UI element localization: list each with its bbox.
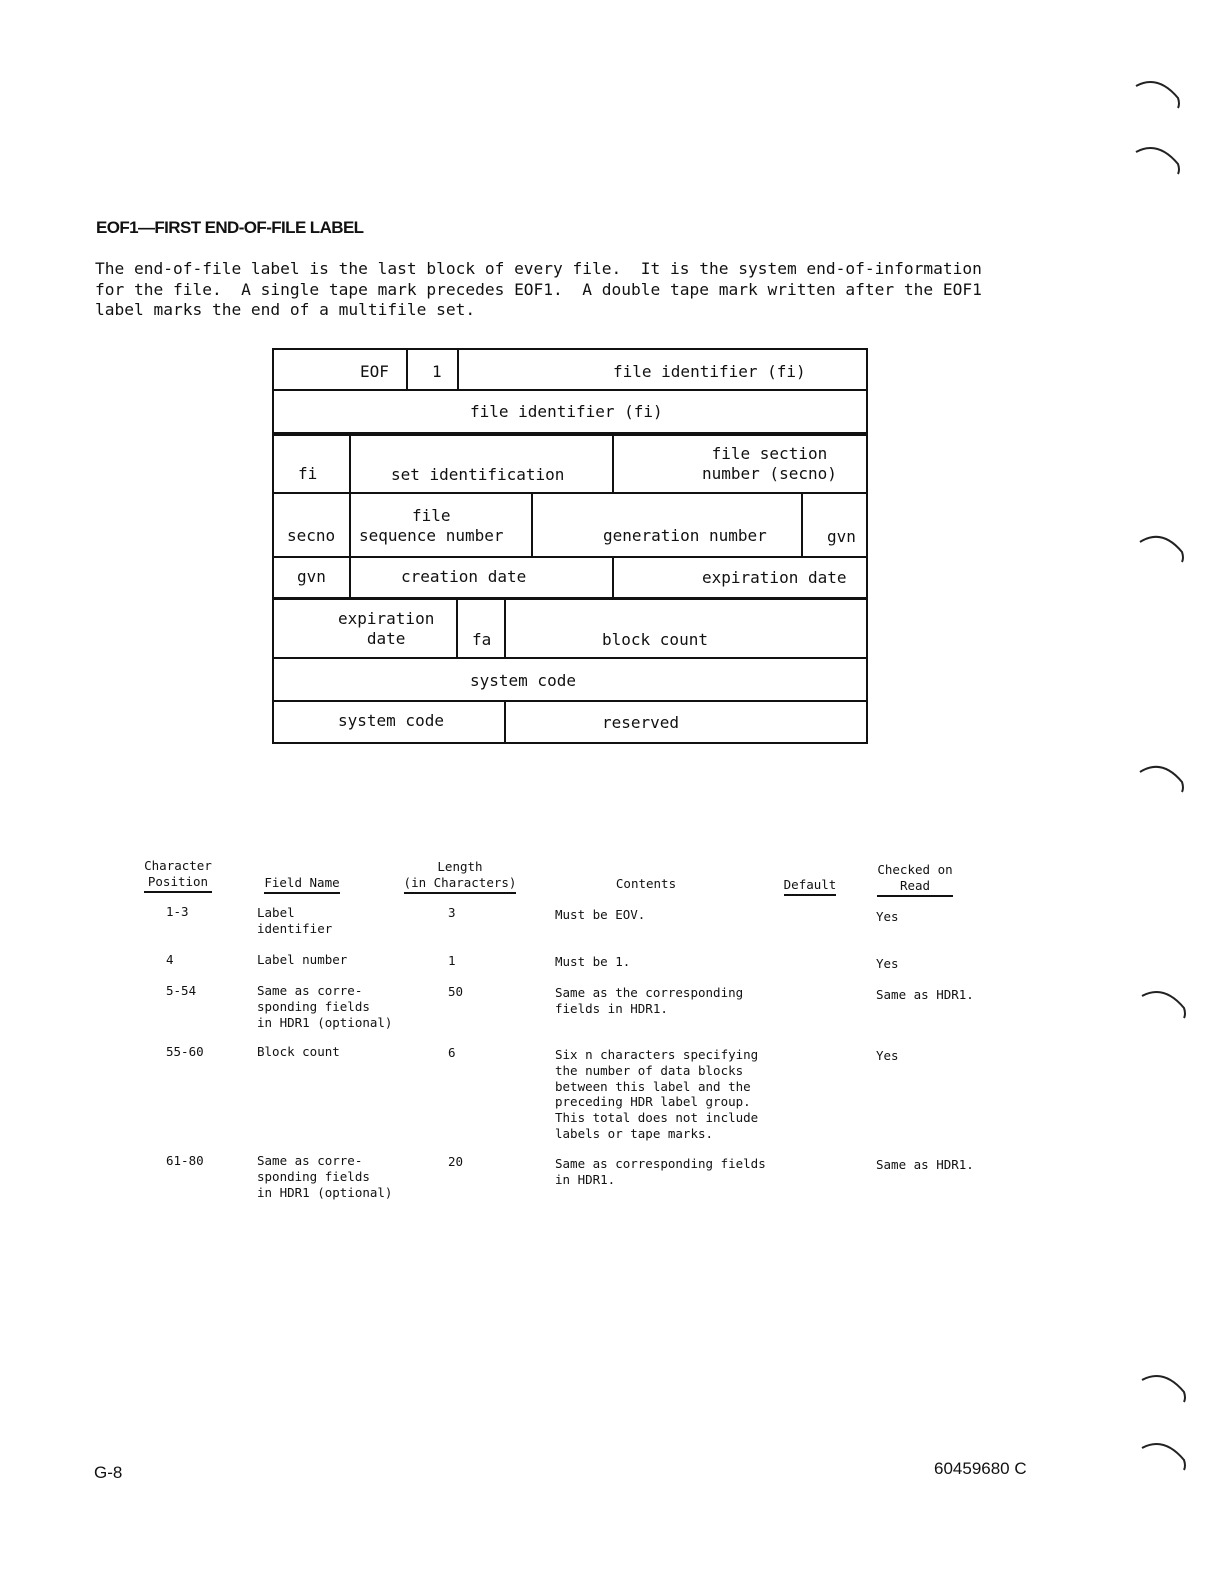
header-default: Default <box>778 877 842 896</box>
cell-field-name: Block count <box>257 1044 340 1059</box>
header-length: Length (in Characters) <box>398 859 522 894</box>
diagram-row <box>272 348 868 391</box>
binder-hole-mark <box>1136 756 1186 796</box>
binder-hole-mark <box>1138 1434 1188 1474</box>
cell-field-name: Label identifier <box>257 905 333 936</box>
label-record-diagram <box>272 348 868 744</box>
diagram-cell-generation-number: generation number <box>531 494 801 556</box>
cell-checked: Same as HDR1. <box>876 987 974 1002</box>
header-checked-on-read: Checked on Read <box>870 862 960 897</box>
cell-length: 3 <box>448 905 456 920</box>
cell-checked: Same as HDR1. <box>876 1157 974 1172</box>
intro-line: label marks the end of a multifile set. <box>95 300 476 319</box>
diagram-cell-file-identifier: file identifier (fi) <box>457 350 867 389</box>
cell-position: 55-60 <box>166 1044 204 1059</box>
diagram-cell-gvn: gvn <box>297 567 326 586</box>
header-character-position: Character Position <box>140 858 216 893</box>
cell-contents: Six n characters specifying the number of data blocks between this label and the preceding HDR label group. This total does not include labels or tape marks. <box>555 1047 759 1141</box>
diagram-cell-gvn: gvn <box>801 494 867 556</box>
diagram-cell-file-identifier: file identifier (fi) <box>470 402 663 421</box>
diagram-cell-file-section-number: file section number (secno) <box>612 436 867 492</box>
diagram-cell-system-code: system code <box>470 671 576 690</box>
cell-contents: Same as the corresponding fields in HDR1. <box>555 985 744 1016</box>
diagram-cell-fa: fa <box>456 600 504 657</box>
cell-checked: Yes <box>876 1048 899 1063</box>
header-contents: Contents <box>615 876 677 891</box>
cell-position: 61-80 <box>166 1153 204 1168</box>
diagram-row <box>272 556 868 599</box>
diagram-row <box>272 657 868 702</box>
cell-length: 50 <box>448 984 464 999</box>
diagram-cell-label-number: 1 <box>406 350 457 389</box>
cell-checked: Yes <box>876 909 899 924</box>
diagram-cell-expiration-date: expiration date <box>612 558 867 597</box>
binder-hole-mark <box>1132 138 1182 178</box>
cell-position: 4 <box>166 952 174 967</box>
diagram-row <box>272 598 868 659</box>
cell-field-name: Same as corre- sponding fields in HDR1 (optional) <box>257 983 393 1030</box>
diagram-cell-block-count: block count <box>504 600 867 657</box>
binder-hole-mark <box>1132 72 1182 112</box>
header-field-name: Field Name <box>258 875 346 894</box>
binder-hole-mark <box>1138 982 1188 1022</box>
diagram-cell-expiration-date: expiration date <box>338 609 435 648</box>
intro-line: for the file. A single tape mark precedes EOF1. A double tape mark written after the EOF1 <box>95 279 982 299</box>
diagram-cell-file-sequence-number: file sequence number <box>349 494 531 556</box>
cell-length: 20 <box>448 1154 464 1169</box>
page-number: G-8 <box>94 1463 123 1482</box>
cell-length: 1 <box>448 953 456 968</box>
cell-contents: Must be 1. <box>555 954 631 969</box>
cell-contents: Must be EOV. <box>555 907 646 922</box>
binder-hole-mark <box>1138 1366 1188 1406</box>
cell-field-name: Label number <box>257 952 348 967</box>
cell-field-name: Same as corre- sponding fields in HDR1 (optional) <box>257 1153 393 1200</box>
binder-hole-mark <box>1136 526 1186 566</box>
cell-checked: Yes <box>876 956 899 971</box>
cell-position: 1-3 <box>166 904 189 919</box>
intro-line: The end-of-file label is the last block of every file. It is the system end-of-information <box>95 259 982 278</box>
section-heading: EOF1—FIRST END-OF-FILE LABEL <box>96 218 364 237</box>
diagram-cell-eof: EOF <box>360 362 389 381</box>
document-number: 60459680 C <box>934 1459 1027 1478</box>
intro-paragraph <box>95 259 982 321</box>
diagram-row <box>272 492 868 558</box>
diagram-cell-creation-date: creation date <box>349 558 612 597</box>
diagram-row <box>272 434 868 494</box>
diagram-cell-reserved: reserved <box>504 702 867 742</box>
diagram-cell-set-identification: set identification <box>349 436 612 492</box>
cell-contents: Same as corresponding fields in HDR1. <box>555 1156 766 1187</box>
cell-position: 5-54 <box>166 983 197 998</box>
diagram-cell-system-code: system code <box>338 711 444 730</box>
diagram-row <box>272 700 868 744</box>
diagram-row <box>272 389 868 434</box>
diagram-cell-secno: secno <box>287 526 336 545</box>
cell-length: 6 <box>448 1045 456 1060</box>
diagram-cell-fi: fi <box>298 464 318 483</box>
